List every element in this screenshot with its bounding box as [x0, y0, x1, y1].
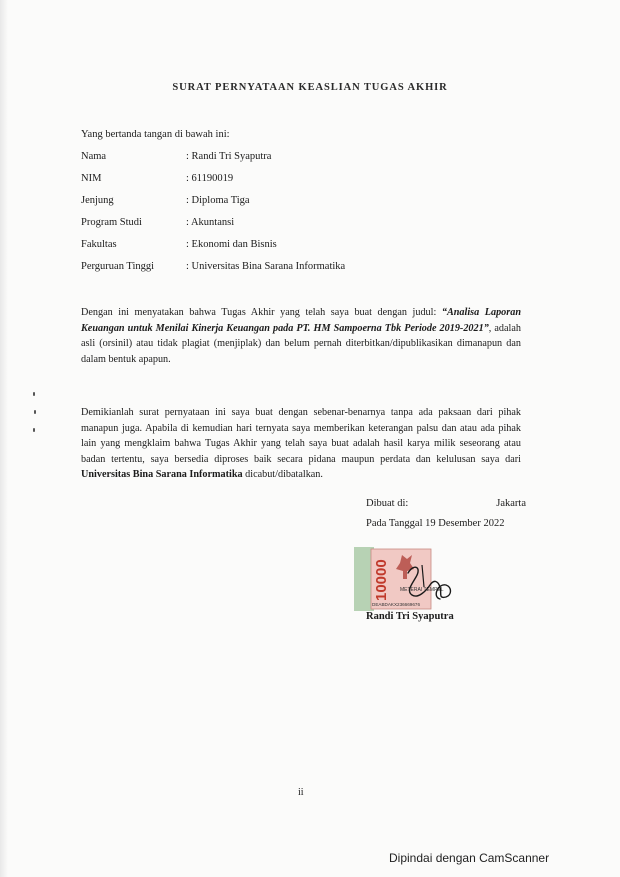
- identity-value: : Universitas Bina Sarana Informatika: [186, 261, 346, 272]
- scan-edge: [0, 0, 8, 877]
- identity-label: Program Studi: [81, 217, 142, 228]
- identity-label: Fakultas: [81, 239, 117, 250]
- scan-speck: [33, 428, 35, 432]
- identity-value: : Randi Tri Syaputra: [186, 151, 272, 162]
- identity-value: : 61190019: [186, 173, 234, 184]
- thesis-title: “Analisa Laporan Keuangan untuk Menilai Kinerja Keuangan pada PT. HM Sampoerna Tbk Periode 2019-2021”: [81, 307, 521, 334]
- stamp-text: METERAI TEMPEL: [400, 587, 444, 593]
- stamp-code: DEABDAKX236669676: [372, 602, 421, 607]
- identity-row: [81, 217, 345, 239]
- declaration-lead: Demikianlah surat pernyataan ini saya buat dengan sebenar-benarnya tanpa ada paksaan dari pihak manapun juga. Apabila di kemudian hari ternyata saya memberikan keterangan palsu dan atau ada pihak lain yang mengklaim bahwa Tugas Akhir yang telah saya buat adalah hasil karya milik seseorang atau badan tertentu, saya bersedia diproses baik secara pidana maupun perdata dan kelulusan saya dari: [81, 407, 521, 465]
- identity-value: : Akuntansi: [186, 217, 235, 228]
- page-number: ii: [298, 787, 304, 798]
- identity-row: [81, 173, 345, 195]
- identity-row: [81, 261, 345, 283]
- revenue-stamp-with-signature: [352, 545, 472, 615]
- identity-row: [81, 239, 345, 261]
- scan-speck: [33, 392, 35, 396]
- identity-label: Jenjung: [81, 195, 114, 206]
- document-title: SURAT PERNYATAAN KEASLIAN TUGAS AKHIR: [172, 82, 448, 93]
- statement-paragraph: [81, 305, 521, 367]
- statement-tail: , adalah asli (orsinil) atau tidak plagiat (menjiplak) dan belum pernah diterbitkan/dipublikasikan dimanapun dan dalam bentuk apapun.: [81, 322, 521, 365]
- identity-value: : Ekonomi dan Bisnis: [186, 239, 277, 250]
- identity-value: : Diploma Tiga: [186, 195, 250, 206]
- signature-block: [366, 498, 526, 529]
- stamp-value: 10000: [373, 559, 390, 601]
- statement-lead: Dengan ini menyatakan bahwa Tugas Akhir yang telah saya buat dengan judul:: [81, 307, 442, 318]
- identity-label: Nama: [81, 151, 107, 162]
- university-name: Universitas Bina Sarana Informatika: [81, 469, 243, 480]
- place-value: Jakarta: [496, 498, 526, 509]
- declaration-tail: dicabut/dibatalkan.: [242, 469, 323, 480]
- identity-row: [81, 151, 345, 173]
- place-row: [366, 498, 526, 509]
- identity-table: [81, 151, 345, 283]
- signer-name: Randi Tri Syaputra: [366, 611, 454, 622]
- intro-text: Yang bertanda tangan di bawah ini:: [81, 129, 230, 140]
- camscanner-watermark: Dipindai dengan CamScanner: [389, 851, 550, 865]
- declaration-paragraph: [81, 405, 521, 483]
- identity-label: NIM: [81, 173, 102, 184]
- scan-speck: [34, 410, 36, 414]
- place-label: Dibuat di:: [366, 498, 409, 509]
- stamp-graphic: [352, 545, 472, 615]
- identity-label: Perguruan Tinggi: [81, 261, 155, 272]
- identity-row: [81, 195, 345, 217]
- signature-date: Pada Tanggal 19 Desember 2022: [366, 518, 505, 529]
